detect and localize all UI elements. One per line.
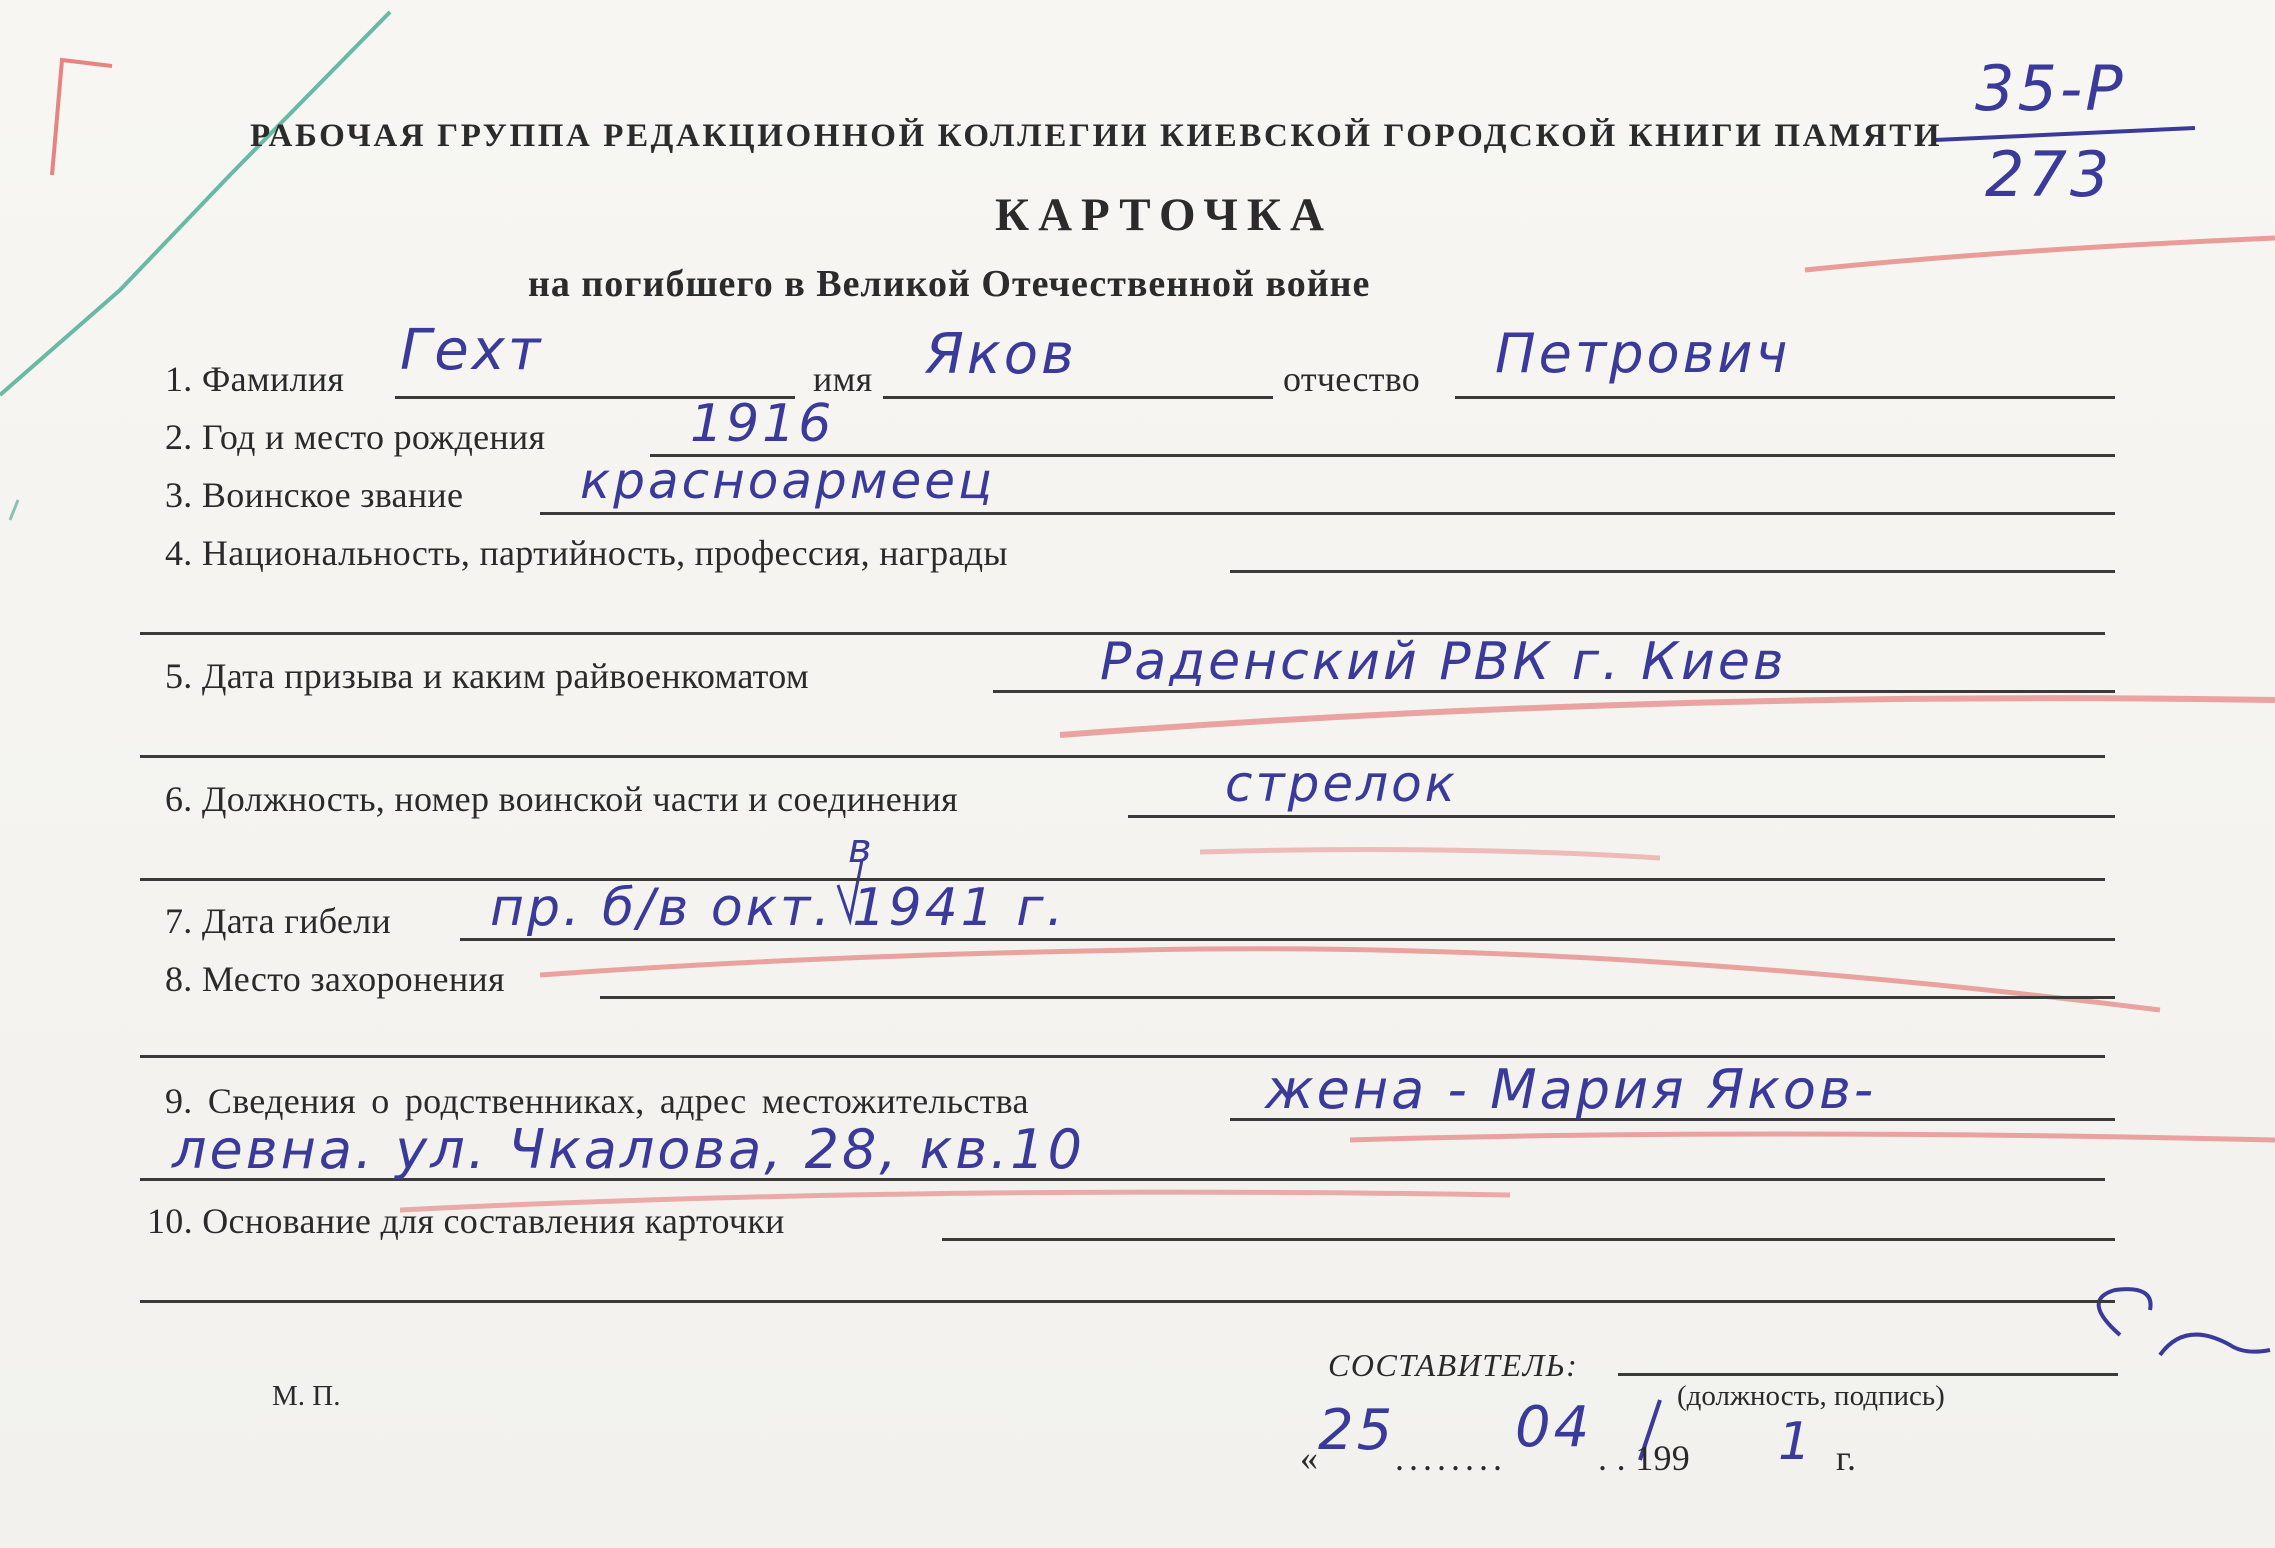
- name-line: [883, 396, 1273, 399]
- rank-label: 3. Воинское звание: [165, 475, 464, 515]
- patronymic-label: отчество: [1283, 359, 1421, 399]
- date-suffix: г.: [1836, 1438, 1857, 1478]
- nationality-label: 4. Национальность, партийность, профессия, награды: [165, 533, 1008, 573]
- death-date-value: пр. б/в окт. 1941 г.: [490, 878, 1067, 938]
- red-pencil-underline: [1060, 698, 2275, 735]
- basis-label: 10. Основание для составления карточки: [147, 1201, 785, 1241]
- date-day: 25: [1318, 1398, 1396, 1463]
- draft-label: 5. Дата призыва и каким райвоенкоматом: [165, 656, 809, 696]
- card-subtitle: на погибшего в Великой Отечественной войне: [528, 263, 1371, 305]
- red-pencil-underline: [540, 949, 2160, 1010]
- compiler-line: [1618, 1373, 2118, 1376]
- patronymic-value: Петрович: [1495, 322, 1791, 385]
- birth-label: 2. Год и место рождения: [165, 417, 546, 457]
- red-corner-mark: [52, 60, 112, 175]
- stamp-place: М. П.: [272, 1380, 341, 1412]
- death-date-label: 7. Дата гибели: [165, 901, 392, 941]
- card-title: КАРТОЧКА: [995, 189, 1333, 241]
- burial-line: [600, 996, 2115, 999]
- position-value: стрелок: [1225, 755, 1458, 813]
- birth-value: 1916: [690, 394, 835, 454]
- rank-line: [540, 512, 2115, 515]
- date-year-digit: 1: [1778, 1412, 1815, 1472]
- relatives-label: 9. Сведения о родственниках, адрес местожительства: [165, 1081, 1029, 1121]
- death-date-line: [460, 938, 2115, 941]
- nationality-line: [1230, 570, 2115, 573]
- date-quote-open: «: [1300, 1438, 1319, 1478]
- position-label: 6. Должность, номер воинской части и соединения: [165, 779, 959, 819]
- draft-line-2: [140, 755, 2105, 758]
- burial-label: 8. Место захоронения: [165, 959, 505, 999]
- surname-value: Гехт: [400, 318, 544, 383]
- position-line: [1128, 815, 2115, 818]
- date-dots: ........: [1395, 1438, 1507, 1478]
- relatives-value-line2: левна. ул. Чкалова, 28, кв.10: [172, 1118, 1085, 1181]
- pen-signature: [2099, 1289, 2270, 1355]
- red-pencil-underline: [1350, 1134, 2275, 1140]
- draft-value: Раденский РВК г. Киев: [1100, 632, 1787, 692]
- patronymic-line: [1455, 396, 2115, 399]
- file-number-top: 35-Р: [1975, 52, 2126, 125]
- surname-label: 1. Фамилия: [165, 359, 345, 399]
- compiler-label: СОСТАВИТЕЛЬ:: [1328, 1347, 1579, 1383]
- red-pencil-underline: [1200, 850, 1660, 858]
- red-pencil-underline: [1805, 238, 2275, 270]
- rank-value: красноармеец: [580, 452, 996, 510]
- organization-header: РАБОЧАЯ ГРУППА РЕДАКЦИОННОЙ КОЛЛЕГИИ КИЕВСКОЙ ГОРОДСКОЙ КНИГИ ПАМЯТИ: [250, 118, 1943, 154]
- date-year-prefix: . . 199: [1598, 1438, 1691, 1478]
- relatives-value-line1: жена - Мария Яков-: [1265, 1058, 1877, 1121]
- signature-caption: (должность, подпись): [1677, 1380, 1945, 1412]
- green-pencil-stroke-short: [10, 500, 18, 520]
- position-line-2: [140, 878, 2105, 881]
- name-value: Яков: [925, 322, 1077, 387]
- death-date-insertion: в: [848, 826, 875, 872]
- file-number-bottom: 273: [1985, 138, 2113, 211]
- name-label: имя: [813, 359, 873, 399]
- basis-line: [942, 1238, 2115, 1241]
- date-month: 04: [1515, 1395, 1593, 1460]
- green-pencil-stroke: [0, 12, 390, 395]
- basis-line-2: [140, 1300, 2115, 1303]
